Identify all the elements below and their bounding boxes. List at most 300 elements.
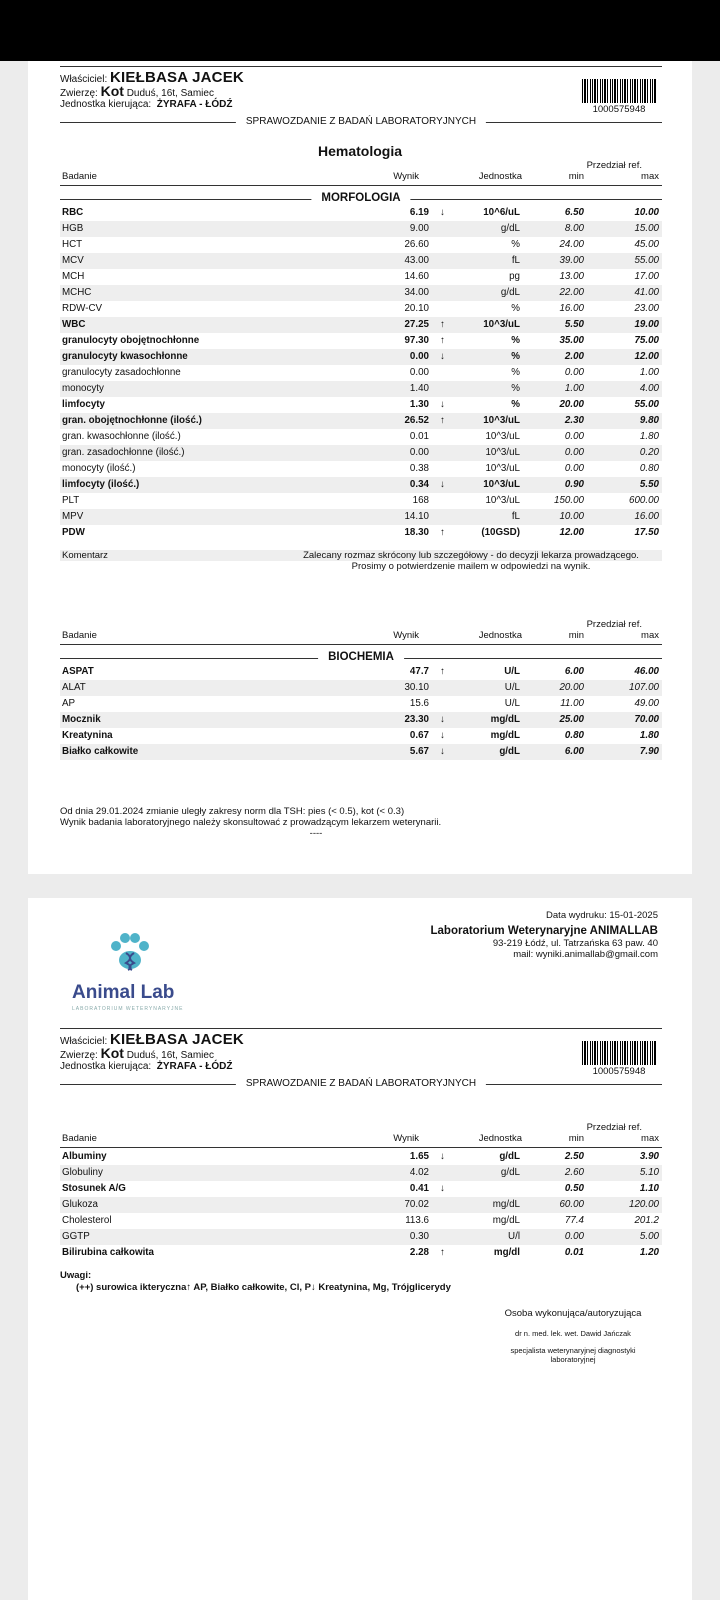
- ref-max: 55.00: [634, 399, 659, 410]
- hematology-table: [60, 205, 662, 541]
- ref-min: 20.00: [559, 682, 584, 693]
- table-row: [60, 1197, 662, 1213]
- test-name: Cholesterol: [62, 1215, 112, 1226]
- ref-min: 77.4: [564, 1215, 584, 1226]
- signer-role: specjalista weterynaryjnej diagnostyki laboratoryjnej: [510, 1346, 636, 1364]
- logo-subtitle: LABORATORIUM WETERYNARYJNE: [72, 1006, 184, 1012]
- owner-name: KIEŁBASA JACEK: [110, 1031, 244, 1048]
- ref-min: 22.00: [559, 287, 584, 298]
- table-row: [60, 696, 662, 712]
- table-row: [60, 237, 662, 253]
- ref-min: 1.00: [564, 383, 584, 394]
- barcode: [582, 1041, 656, 1077]
- col-result: Wynik: [393, 171, 419, 182]
- ref-min: 6.00: [564, 666, 584, 677]
- ref-max: 0.20: [639, 447, 659, 458]
- result-value: 9.00: [409, 223, 429, 234]
- result-value: 20.10: [404, 303, 429, 314]
- table-row: [60, 680, 662, 696]
- section-biochemia: [60, 651, 662, 665]
- unit-value: U/L: [504, 666, 520, 677]
- flag-arrow-icon: ↑: [440, 335, 445, 346]
- col-max: max: [641, 171, 659, 182]
- result-value: 0.00: [409, 351, 429, 362]
- section-title: BIOCHEMIA: [318, 651, 404, 663]
- ref-min: 11.00: [560, 698, 584, 709]
- ref-min: 24.00: [559, 239, 584, 250]
- unit-name: ŻYRAFA - ŁÓDŹ: [156, 99, 233, 110]
- unit-value: 10^6/uL: [483, 207, 520, 218]
- ref-range-header: Przedział ref.: [586, 1122, 642, 1133]
- test-name: HGB: [62, 223, 84, 234]
- unit-value: g/dL: [500, 223, 520, 234]
- paw-logo-icon: [108, 932, 152, 972]
- col-unit: Jednostka: [478, 630, 522, 641]
- test-name: Białko całkowite: [62, 746, 139, 757]
- ref-max: 10.00: [634, 207, 659, 218]
- table-row: [60, 461, 662, 477]
- test-name: limfocyty (ilość.): [62, 479, 140, 490]
- result-value: 14.60: [404, 271, 429, 282]
- flag-arrow-icon: ↓: [440, 399, 445, 410]
- result-value: 0.67: [409, 730, 429, 741]
- ref-min: 2.50: [564, 1151, 584, 1162]
- flag-arrow-icon: ↓: [440, 730, 445, 741]
- remarks: [60, 1270, 662, 1294]
- ref-min: 0.00: [564, 447, 584, 458]
- unit-value: 10^3/uL: [483, 415, 520, 426]
- test-name: monocyty: [62, 383, 104, 394]
- table-row: [60, 1213, 662, 1229]
- ref-min: 0.01: [564, 1247, 584, 1258]
- report-title: SPRAWOZDANIE Z BADAŃ LABORATORYJNYCH: [236, 1078, 486, 1089]
- test-name: ASPAT: [62, 666, 94, 677]
- ref-min: 0.00: [564, 431, 584, 442]
- test-name: gran. kwasochłonne (ilość.): [62, 431, 181, 442]
- ref-min: 150.00: [554, 495, 584, 506]
- ref-max: 49.00: [634, 698, 659, 709]
- ref-min: 0.90: [564, 479, 584, 490]
- ref-min: 25.00: [559, 714, 584, 725]
- animal-details: Duduś, 16t, Samiec: [126, 88, 214, 99]
- table-row: [60, 477, 662, 493]
- result-value: 0.00: [409, 447, 429, 458]
- table-row: [60, 509, 662, 525]
- lab-info: [431, 910, 658, 960]
- ref-max: 70.00: [634, 714, 659, 725]
- owner-name: KIEŁBASA JACEK: [110, 69, 244, 86]
- result-value: 0.00: [409, 367, 429, 378]
- col-test: Badanie: [62, 1133, 97, 1144]
- report-title: SPRAWOZDANIE Z BADAŃ LABORATORYJNYCH: [236, 116, 486, 127]
- divider: [60, 66, 662, 67]
- barcode-number: 1000575948: [592, 1066, 646, 1077]
- ref-max: 600.00: [629, 495, 659, 506]
- unit-value: mg/dL: [490, 714, 520, 725]
- flag-arrow-icon: ↑: [440, 527, 445, 538]
- unit-value: %: [511, 383, 520, 394]
- result-value: 2.28: [409, 1247, 429, 1258]
- col-min: min: [568, 1133, 584, 1144]
- section-morfologia: [60, 192, 662, 206]
- report-title-bar: [60, 1077, 662, 1091]
- col-max: max: [641, 630, 659, 641]
- biochemistry-table-2: [60, 1149, 662, 1261]
- ref-max: 12.00: [634, 351, 659, 362]
- unit-label: Jednostka kierująca:: [60, 1061, 152, 1072]
- test-name: granulocyty zasadochłonne: [62, 367, 181, 378]
- table-row: [60, 269, 662, 285]
- flag-arrow-icon: ↑: [440, 1247, 445, 1258]
- unit-value: U/L: [504, 698, 520, 709]
- owner-label: Właściciel:: [60, 74, 108, 85]
- test-name: PDW: [62, 527, 85, 538]
- test-name: MPV: [62, 511, 84, 522]
- flag-arrow-icon: ↑: [440, 666, 445, 677]
- table-row: [60, 397, 662, 413]
- test-name: granulocyty kwasochłonne: [62, 351, 188, 362]
- ref-max: 1.80: [639, 730, 659, 741]
- flag-arrow-icon: ↓: [440, 1183, 445, 1194]
- patient-header: [60, 69, 662, 115]
- ref-max: 17.00: [634, 271, 659, 282]
- flag-arrow-icon: ↑: [440, 319, 445, 330]
- unit-value: (10GSD): [481, 527, 520, 538]
- remarks-label: Uwagi:: [60, 1270, 92, 1281]
- table-row: [60, 349, 662, 365]
- unit-value: fL: [511, 255, 520, 266]
- flag-arrow-icon: ↓: [440, 479, 445, 490]
- ref-min: 60.00: [559, 1199, 584, 1210]
- unit-value: mg/dl: [493, 1247, 520, 1258]
- barcode: [582, 79, 656, 115]
- table-row: [60, 728, 662, 744]
- ref-max: 23.00: [634, 303, 659, 314]
- unit-value: 10^3/uL: [485, 431, 520, 442]
- divider: [60, 1028, 662, 1029]
- report-page-2: [28, 898, 692, 1600]
- animal-species: Kot: [100, 83, 124, 99]
- unit-value: 10^3/uL: [483, 479, 520, 490]
- unit-value: 10^3/uL: [485, 463, 520, 474]
- ref-max: 3.90: [639, 1151, 659, 1162]
- barcode-bars: [582, 1041, 656, 1065]
- print-date: Data wydruku: 15-01-2025: [546, 910, 658, 921]
- table-row: [60, 664, 662, 680]
- col-min: min: [568, 630, 584, 641]
- test-name: AP: [62, 698, 76, 709]
- column-header: [60, 1122, 662, 1148]
- ref-min: 16.00: [559, 303, 584, 314]
- section-title: MORFOLOGIA: [311, 192, 410, 204]
- lab-logo: [60, 922, 198, 1012]
- ref-min: 0.50: [564, 1183, 584, 1194]
- comment-line-1: Zalecany rozmaz skrócony lub szczegółowy - do decyzji lekarza prowadzącego.: [303, 550, 639, 561]
- result-value: 1.40: [409, 383, 429, 394]
- result-value: 30.10: [404, 682, 429, 693]
- report-title-bar: [60, 115, 662, 129]
- test-name: Mocznik: [62, 714, 101, 725]
- unit-value: g/dL: [499, 746, 520, 757]
- unit-value: g/dL: [500, 287, 520, 298]
- footnote: [60, 806, 662, 839]
- table-row: [60, 712, 662, 728]
- result-value: 1.65: [409, 1151, 429, 1162]
- flag-arrow-icon: ↓: [440, 351, 445, 362]
- unit-value: %: [511, 303, 520, 314]
- ref-min: 35.00: [559, 335, 584, 346]
- ref-min: 6.50: [564, 207, 584, 218]
- result-value: 168: [412, 495, 429, 506]
- ref-max: 120.00: [629, 1199, 659, 1210]
- table-row: [60, 205, 662, 221]
- test-name: ALAT: [62, 682, 86, 693]
- table-row: [60, 1229, 662, 1245]
- ref-max: 15.00: [634, 223, 659, 234]
- patient-header: [60, 1031, 662, 1077]
- test-name: granulocyty obojętnochłonne: [62, 335, 200, 346]
- unit-value: fL: [511, 511, 520, 522]
- owner-label: Właściciel:: [60, 1036, 108, 1047]
- ref-min: 2.30: [564, 415, 584, 426]
- note-line-1: Od dnia 29.01.2024 zmianie uległy zakresy norm dla TSH: pies (< 0.5), kot (< 0.3): [60, 806, 405, 817]
- ref-range-header: Przedział ref.: [586, 160, 642, 171]
- signature-block: [493, 1308, 653, 1364]
- col-unit: Jednostka: [478, 1133, 522, 1144]
- table-row: [60, 301, 662, 317]
- test-name: gran. obojętnochłonne (ilość.): [62, 415, 202, 426]
- result-value: 0.41: [409, 1183, 429, 1194]
- result-value: 43.00: [404, 255, 429, 266]
- unit-label: Jednostka kierująca:: [60, 99, 152, 110]
- unit-value: 10^3/uL: [485, 495, 520, 506]
- unit-value: U/l: [508, 1231, 520, 1242]
- ref-min: 8.00: [564, 223, 584, 234]
- unit-value: %: [511, 351, 520, 362]
- col-max: max: [641, 1133, 659, 1144]
- test-name: RDW-CV: [62, 303, 103, 314]
- animal-species: Kot: [100, 1045, 124, 1061]
- logo-name: Animal Lab: [72, 982, 175, 1003]
- test-name: Globuliny: [62, 1167, 103, 1178]
- lab-address: 93-219 Łódź, ul. Tatrzańska 63 paw. 40: [492, 938, 658, 949]
- table-row: [60, 413, 662, 429]
- ref-max: 19.00: [634, 319, 659, 330]
- result-value: 0.30: [409, 1231, 429, 1242]
- unit-value: mg/dL: [490, 730, 520, 741]
- flag-arrow-icon: ↓: [440, 746, 445, 757]
- ref-max: 5.00: [639, 1231, 659, 1242]
- unit-value: %: [511, 367, 520, 378]
- ref-max: 45.00: [634, 239, 659, 250]
- ref-max: 1.80: [639, 431, 659, 442]
- ref-max: 107.00: [629, 682, 659, 693]
- ref-max: 9.80: [639, 415, 659, 426]
- table-row: [60, 333, 662, 349]
- unit-value: U/L: [504, 682, 520, 693]
- ref-min: 0.00: [564, 367, 584, 378]
- ref-min: 6.00: [564, 746, 584, 757]
- ref-min: 2.00: [564, 351, 584, 362]
- unit-value: %: [511, 335, 520, 346]
- test-name: Albuminy: [62, 1151, 107, 1162]
- unit-value: mg/dL: [492, 1199, 520, 1210]
- table-row: [60, 285, 662, 301]
- col-min: min: [568, 171, 584, 182]
- comment-label: Komentarz: [62, 550, 108, 561]
- result-value: 0.01: [409, 431, 429, 442]
- ref-min: 10.00: [559, 511, 584, 522]
- result-value: 4.02: [409, 1167, 429, 1178]
- table-row: [60, 493, 662, 509]
- test-name: RBC: [62, 207, 84, 218]
- barcode-bars: [582, 79, 656, 103]
- test-name: monocyty (ilość.): [62, 463, 136, 474]
- unit-value: pg: [509, 271, 520, 282]
- flag-arrow-icon: ↓: [440, 1151, 445, 1162]
- ref-max: 55.00: [634, 255, 659, 266]
- table-row: [60, 1181, 662, 1197]
- table-row: [60, 744, 662, 760]
- test-name: HCT: [62, 239, 83, 250]
- remarks-text: (++) surowica ikteryczna↑ AP, Białko całkowite, Cl, P↓ Kreatynina, Mg, Trójglicerydy: [76, 1282, 451, 1293]
- ref-max: 1.10: [639, 1183, 659, 1194]
- result-value: 5.67: [409, 746, 429, 757]
- col-unit: Jednostka: [478, 171, 522, 182]
- result-value: 113.6: [405, 1215, 429, 1226]
- table-row: [60, 525, 662, 541]
- ref-max: 1.00: [639, 367, 659, 378]
- ref-min: 0.80: [564, 730, 584, 741]
- result-value: 0.38: [409, 463, 429, 474]
- result-value: 6.19: [409, 207, 429, 218]
- ref-max: 201.2: [634, 1215, 659, 1226]
- ref-min: 39.00: [559, 255, 584, 266]
- result-value: 23.30: [404, 714, 429, 725]
- result-value: 70.02: [404, 1199, 429, 1210]
- table-row: [60, 1149, 662, 1165]
- test-name: WBC: [62, 319, 86, 330]
- status-bar: [0, 0, 720, 61]
- col-test: Badanie: [62, 630, 97, 641]
- ref-min: 20.00: [559, 399, 584, 410]
- test-name: Glukoza: [62, 1199, 98, 1210]
- col-result: Wynik: [393, 1133, 419, 1144]
- col-result: Wynik: [393, 630, 419, 641]
- ref-max: 7.90: [639, 746, 659, 757]
- table-row: [60, 429, 662, 445]
- test-name: limfocyty: [62, 399, 106, 410]
- ref-max: 46.00: [634, 666, 659, 677]
- result-value: 15.6: [409, 698, 429, 709]
- unit-value: %: [511, 399, 520, 410]
- column-header: [60, 160, 662, 186]
- signer-title: Osoba wykonująca/autoryzująca: [504, 1308, 642, 1319]
- flag-arrow-icon: ↑: [440, 415, 445, 426]
- test-name: Kreatynina: [62, 730, 113, 741]
- unit-value: %: [511, 239, 520, 250]
- table-row: [60, 253, 662, 269]
- ref-max: 17.50: [634, 527, 659, 538]
- note-line-2: Wynik badania laboratoryjnego należy skonsultować z prowadzącym lekarzem weterynarii.: [60, 817, 442, 828]
- test-name: MCHC: [62, 287, 92, 298]
- col-test: Badanie: [62, 171, 97, 182]
- lab-email: mail: wyniki.animallab@gmail.com: [513, 949, 658, 960]
- unit-value: g/dL: [499, 1151, 520, 1162]
- result-value: 27.25: [404, 319, 429, 330]
- unit-value: g/dL: [500, 1167, 520, 1178]
- test-name: Bilirubina całkowita: [62, 1247, 155, 1258]
- animal-label: Zwierzę:: [60, 1050, 98, 1061]
- result-value: 97.30: [404, 335, 429, 346]
- table-row: [60, 221, 662, 237]
- unit-value: mg/dL: [492, 1215, 520, 1226]
- table-row: [60, 365, 662, 381]
- test-name: GGTP: [62, 1231, 90, 1242]
- ref-min: 0.00: [564, 463, 584, 474]
- ref-min: 13.00: [559, 271, 584, 282]
- result-value: 47.7: [409, 666, 429, 677]
- table-row: [60, 1165, 662, 1181]
- comment-line-2: Prosimy o potwierdzenie mailem w odpowiedzi na wynik.: [351, 561, 591, 572]
- result-value: 14.10: [404, 511, 429, 522]
- table-row: [60, 1245, 662, 1261]
- ref-range-header: Przedział ref.: [586, 619, 642, 630]
- result-value: 18.30: [404, 527, 429, 538]
- ref-max: 1.20: [639, 1247, 659, 1258]
- column-header: [60, 619, 662, 645]
- result-value: 1.30: [409, 399, 429, 410]
- flag-arrow-icon: ↓: [440, 207, 445, 218]
- test-name: MCH: [62, 271, 85, 282]
- test-name: PLT: [62, 495, 80, 506]
- ref-max: 75.00: [634, 335, 659, 346]
- note-line-3: ----: [309, 828, 323, 839]
- unit-value: 10^3/uL: [485, 447, 520, 458]
- ref-min: 5.50: [564, 319, 584, 330]
- result-value: 26.60: [404, 239, 429, 250]
- report-page-1: [28, 61, 692, 874]
- unit-value: 10^3/uL: [483, 319, 520, 330]
- flag-arrow-icon: ↓: [440, 714, 445, 725]
- signer-name: dr n. med. lek. wet. Dawid Jańczak: [515, 1329, 631, 1338]
- lab-name: Laboratorium Weterynaryjne ANIMALLAB: [430, 925, 658, 937]
- hematology-title: Hematologia: [317, 143, 402, 159]
- ref-max: 41.00: [634, 287, 659, 298]
- animal-label: Zwierzę:: [60, 88, 98, 99]
- ref-max: 5.10: [639, 1167, 659, 1178]
- ref-max: 5.50: [639, 479, 659, 490]
- ref-min: 0.00: [564, 1231, 584, 1242]
- result-value: 0.34: [409, 479, 429, 490]
- ref-max: 16.00: [634, 511, 659, 522]
- result-value: 26.52: [404, 415, 429, 426]
- barcode-number: 1000575948: [592, 104, 646, 115]
- table-row: [60, 317, 662, 333]
- unit-name: ŻYRAFA - ŁÓDŹ: [156, 1061, 233, 1072]
- animal-details: Duduś, 16t, Samiec: [126, 1050, 214, 1061]
- test-name: Stosunek A/G: [62, 1183, 126, 1194]
- table-row: [60, 445, 662, 461]
- ref-max: 0.80: [639, 463, 659, 474]
- ref-max: 4.00: [639, 383, 659, 394]
- result-value: 34.00: [404, 287, 429, 298]
- ref-min: 2.60: [564, 1167, 584, 1178]
- ref-min: 12.00: [559, 527, 584, 538]
- test-name: gran. zasadochłonne (ilość.): [62, 447, 185, 458]
- test-name: MCV: [62, 255, 84, 266]
- biochemistry-table: [60, 664, 662, 760]
